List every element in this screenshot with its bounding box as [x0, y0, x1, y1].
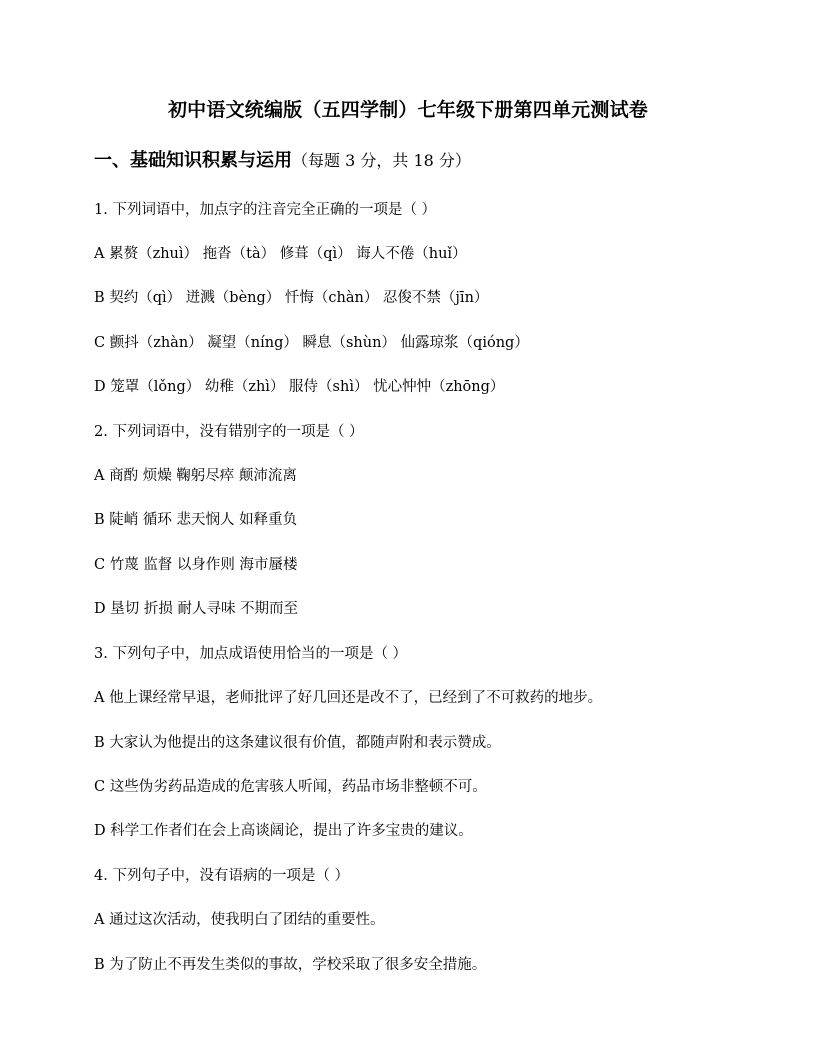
question-1-option-d: D 笼罩（lǒng） 幼稚（zhì） 服侍（shì） 忧心忡忡（zhōng）: [94, 379, 505, 395]
question-1-option-b: B 契约（qì） 迸溅（bèng） 忏悔（chàn） 忍俊不禁（jīn）: [94, 290, 489, 306]
question-3-option-a: A 他上课经常早退，老师批评了好几回还是改不了，已经到了不可救药的地步。: [94, 690, 603, 706]
question-3: 3. 下列句子中，加点成语使用恰当的一项是（ ）: [94, 646, 408, 662]
question-3-option-d: D 科学工作者们在会上高谈阔论，提出了许多宝贵的建议。: [94, 823, 473, 839]
question-2-option-b: B 陡峭 循环 悲天悯人 如释重负: [94, 512, 298, 528]
question-2-option-a: A 商酌 烦燥 鞠躬尽瘁 颠沛流离: [94, 468, 297, 484]
document-title: 初中语文统编版（五四学制）七年级下册第四单元测试卷: [167, 99, 648, 121]
section-heading-label: 一、基础知识积累与运用: [94, 150, 292, 171]
section-heading: [94, 148, 471, 174]
question-4-option-b: B 为了防止不再发生类似的事故，学校采取了很多安全措施。: [94, 957, 487, 973]
section-heading-note: （每题 3 分，共 18 分）: [292, 151, 471, 170]
question-2: 2. 下列词语中，没有错别字的一项是（ ）: [94, 424, 364, 440]
question-4-option-a: A 通过这次活动，使我明白了团结的重要性。: [94, 912, 385, 928]
question-2-option-c: C 竹蔑 监督 以身作则 海市蜃楼: [94, 557, 298, 573]
question-3-option-c: C 这些伪劣药品造成的危害骇人听闻，药品市场非整顿不可。: [94, 779, 487, 795]
question-1-option-c: C 颤抖（zhàn） 凝望（níng） 瞬息（shùn） 仙露琼浆（qióng）: [94, 335, 529, 351]
question-1-option-a: A 累赘（zhuì） 拖沓（tà） 修葺（qì） 诲人不倦（huǐ）: [94, 246, 467, 262]
question-3-option-b: B 大家认为他提出的这条建议很有价值，都随声附和表示赞成。: [94, 735, 501, 751]
question-4: 4. 下列句子中，没有语病的一项是（ ）: [94, 868, 350, 884]
question-1: 1. 下列词语中，加点字的注音完全正确的一项是（ ）: [94, 202, 437, 218]
question-2-option-d: D 垦切 折损 耐人寻味 不期而至: [94, 601, 299, 617]
